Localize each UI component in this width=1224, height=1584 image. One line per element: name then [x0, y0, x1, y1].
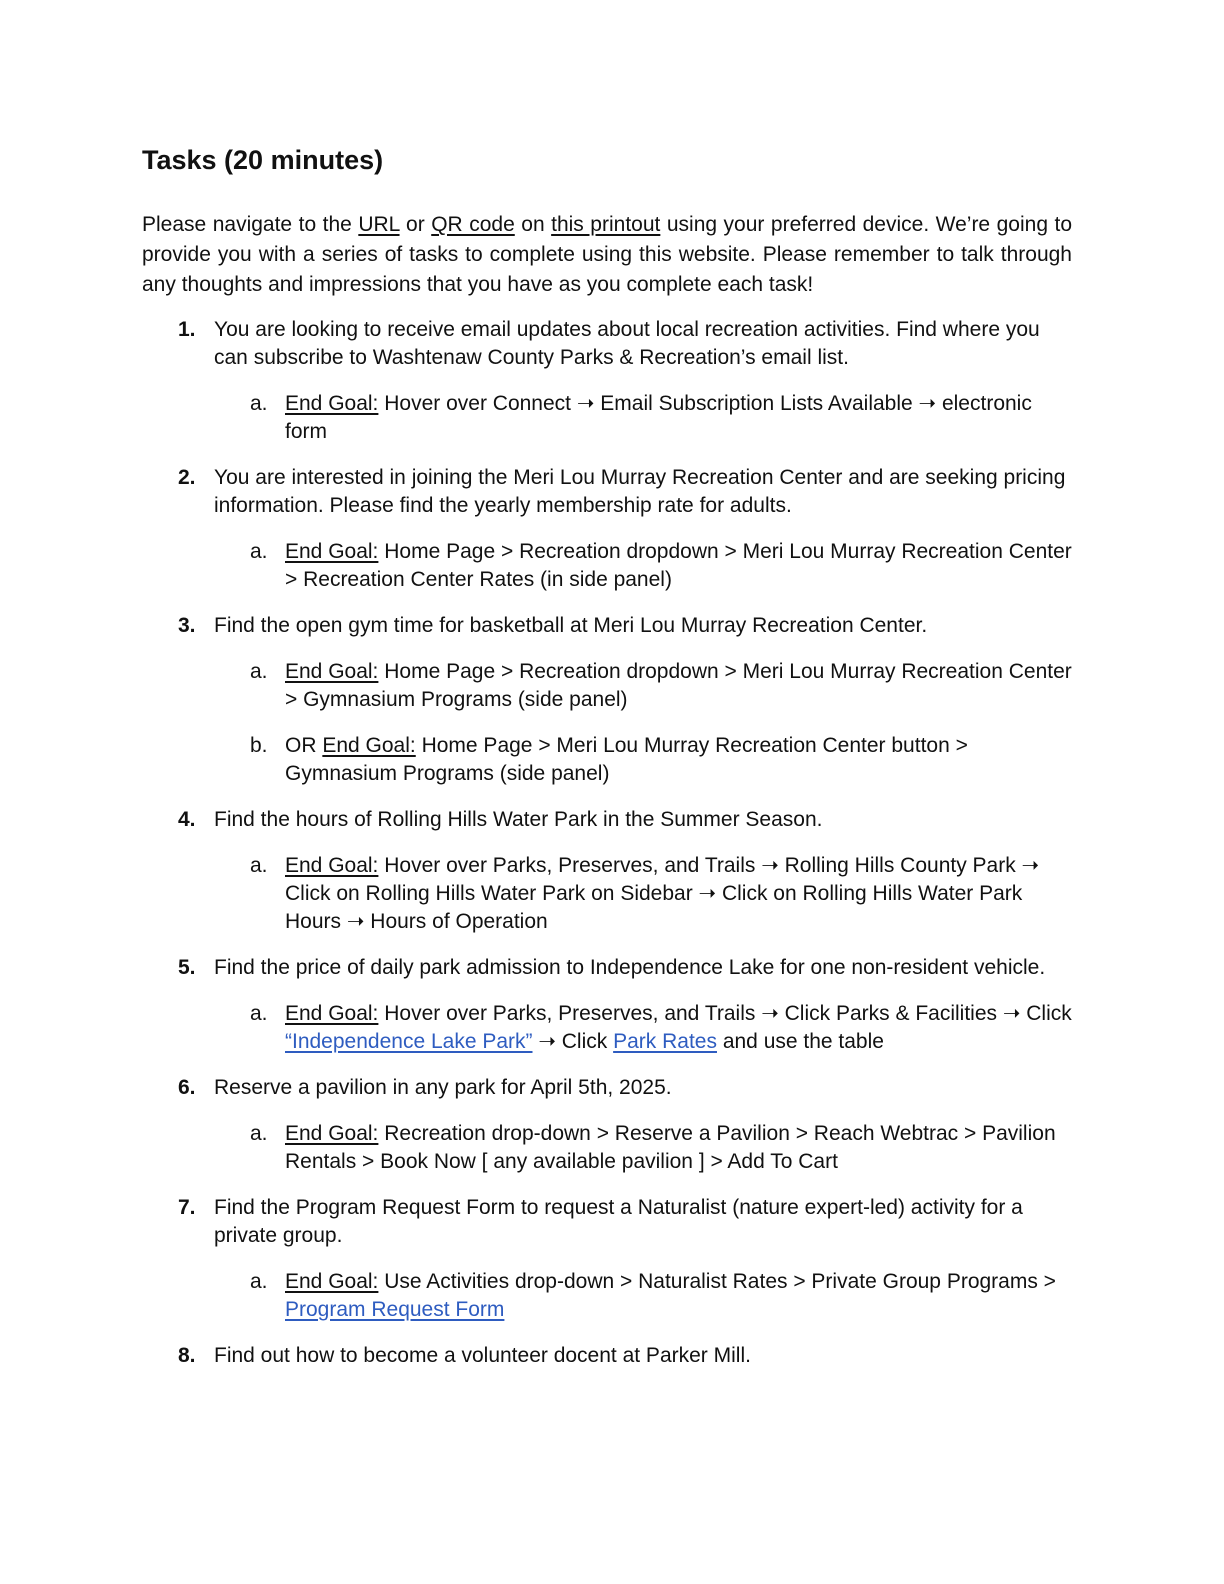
task-text: Find the price of daily park admission to Independence Lake for one non-resident vehicle. [214, 956, 1046, 979]
task-number: 8. [178, 1344, 196, 1367]
task-text: Find the hours of Rolling Hills Water Park in the Summer Season. [214, 808, 823, 831]
goal-text: and use the table [716, 1030, 884, 1053]
goal-letter: a. [250, 854, 268, 877]
intro-text: using your preferred device. We’re going to provide you with a series of tasks to complete using this website. Please remember to talk through any thoughts and impressions that you have as you complete each task! [142, 213, 1073, 296]
task-item [142, 1194, 1072, 1324]
task-number: 4. [178, 808, 196, 831]
goal-list [214, 538, 1072, 594]
end-goal-label: End Goal: [285, 854, 379, 877]
goal-list [214, 1120, 1072, 1176]
goal-letter: a. [250, 392, 268, 415]
goal-prefix: OR [285, 734, 323, 757]
task-item [142, 806, 1072, 936]
task-text: Find the Program Request Form to request a Naturalist (nature expert-led) activity for a private group. [214, 1196, 1023, 1247]
end-goal-label: End Goal: [322, 734, 416, 757]
goal-list [214, 390, 1072, 446]
goal-item [214, 538, 1072, 594]
goal-text: Hover over Connect ➝ Email Subscription Lists Available ➝ electronic form [285, 392, 1032, 443]
goal-list [214, 1268, 1072, 1324]
goal-letter: a. [250, 540, 268, 563]
goal-text: Recreation drop-down > Reserve a Pavilion > Reach Webtrac > Pavilion Rentals > Book Now [ any available pavilion ] > Add To Cart [285, 1122, 1056, 1173]
goal-item [214, 1000, 1072, 1056]
goal-item [214, 658, 1072, 714]
goal-list [214, 1000, 1072, 1056]
goal-text: Home Page > Recreation dropdown > Meri Lou Murray Recreation Center > Gymnasium Programs (side panel) [285, 660, 1072, 711]
url-link[interactable]: URL [358, 213, 400, 236]
task-item [142, 1342, 1072, 1370]
task-item [142, 954, 1072, 1056]
goal-text: Use Activities drop-down > Naturalist Rates > Private Group Programs > [378, 1270, 1056, 1293]
goal-text: Hover over Parks, Preserves, and Trails ➝ Rolling Hills County Park ➝ Click on Rolling Hills Water Park on Sidebar ➝ Click on Rolling Hills Water Park Hours ➝ Hours of Operation [285, 854, 1040, 933]
park-rates-link[interactable]: Park Rates [613, 1030, 717, 1053]
goal-letter: a. [250, 1002, 268, 1025]
qr-code-link[interactable]: QR code [431, 213, 515, 236]
task-number: 2. [178, 466, 196, 489]
goal-text: Home Page > Recreation dropdown > Meri Lou Murray Recreation Center > Recreation Center Rates (in side panel) [285, 540, 1072, 591]
task-list [142, 316, 1072, 1370]
independence-lake-park-link[interactable]: “Independence Lake Park” [285, 1030, 533, 1053]
end-goal-label: End Goal: [285, 1002, 379, 1025]
intro-text: or [399, 213, 432, 236]
end-goal-label: End Goal: [285, 392, 379, 415]
goal-letter: b. [250, 734, 268, 757]
page-title: Tasks (20 minutes) [142, 145, 384, 175]
task-item [142, 464, 1072, 594]
task-text: Reserve a pavilion in any park for April 5th, 2025. [214, 1076, 672, 1099]
goal-text: Home Page > Meri Lou Murray Recreation Center button > Gymnasium Programs (side panel) [285, 734, 968, 785]
goal-text: Hover over Parks, Preserves, and Trails ➝ Click Parks & Facilities ➝ Click [378, 1002, 1072, 1025]
end-goal-label: End Goal: [285, 1270, 379, 1293]
intro-paragraph [142, 210, 1072, 300]
goal-text: ➝ Click [532, 1030, 614, 1053]
task-number: 1. [178, 318, 196, 341]
goal-list [214, 658, 1072, 788]
task-item [142, 612, 1072, 788]
task-text: You are looking to receive email updates about local recreation activities. Find where you can subscribe to Washtenaw County Parks & Recreation’s email list. [214, 318, 1040, 369]
task-item [142, 316, 1072, 446]
intro-text: on [514, 213, 552, 236]
document-page [142, 140, 1072, 1388]
task-number: 5. [178, 956, 196, 979]
goal-item [214, 390, 1072, 446]
end-goal-label: End Goal: [285, 1122, 379, 1145]
end-goal-label: End Goal: [285, 540, 379, 563]
task-item [142, 1074, 1072, 1176]
task-text: You are interested in joining the Meri Lou Murray Recreation Center and are seeking pricing information. Please find the yearly membership rate for adults. [214, 466, 1066, 517]
goal-item [214, 732, 1072, 788]
task-number: 7. [178, 1196, 196, 1219]
goal-item [214, 1120, 1072, 1176]
end-goal-label: End Goal: [285, 660, 379, 683]
task-text: Find the open gym time for basketball at Meri Lou Murray Recreation Center. [214, 614, 928, 637]
task-number: 3. [178, 614, 196, 637]
goal-item [214, 852, 1072, 936]
task-number: 6. [178, 1076, 196, 1099]
goal-letter: a. [250, 1270, 268, 1293]
program-request-form-link[interactable]: Program Request Form [285, 1298, 505, 1321]
intro-text: Please navigate to the [142, 213, 359, 236]
goal-item [214, 1268, 1072, 1324]
printout-link[interactable]: this printout [551, 213, 661, 236]
goal-letter: a. [250, 1122, 268, 1145]
goal-letter: a. [250, 660, 268, 683]
task-text: Find out how to become a volunteer docent at Parker Mill. [214, 1344, 751, 1367]
goal-list [214, 852, 1072, 936]
